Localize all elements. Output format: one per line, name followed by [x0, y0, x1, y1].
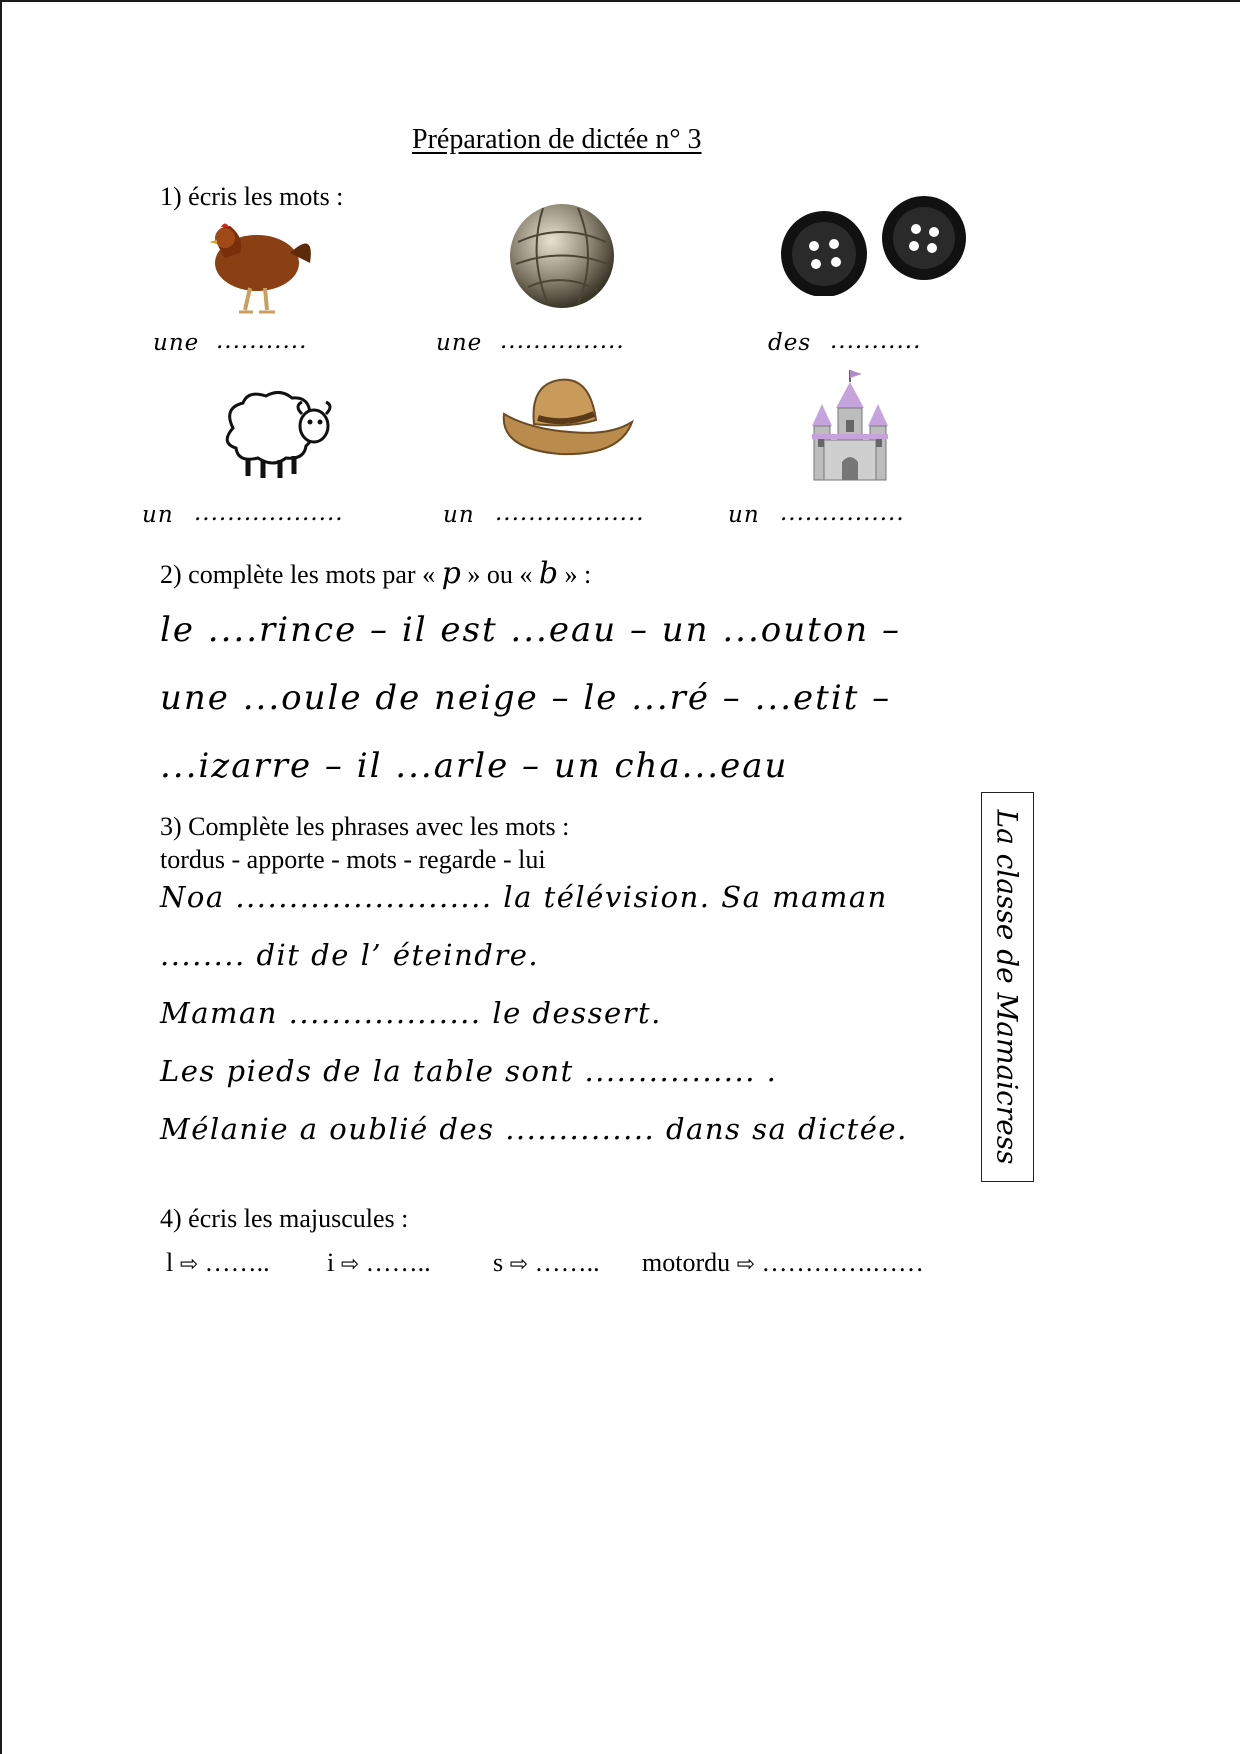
sheep-icon — [218, 388, 336, 480]
exercise-2-prompt — [160, 556, 591, 591]
petanque-ball-icon — [508, 202, 616, 310]
ex4-blank: …….. — [365, 1248, 431, 1277]
ex2-line-2: une ...oule de neige – le ...ré – ...etit – — [160, 678, 892, 718]
arrow-right-icon: ⇨ — [340, 1252, 360, 1277]
cowboy-hat-icon — [500, 374, 634, 462]
ex1-article-sheep: un — [142, 502, 174, 528]
arrow-right-icon: ⇨ — [509, 1252, 529, 1277]
ex2-line-1: le ....rince – il est ...eau – un ...outon – — [160, 610, 901, 650]
page-border-left — [0, 0, 2, 1754]
ex3-sentence-3: Maman .................. le dessert. — [160, 996, 662, 1030]
ex2-letter-b: b — [538, 556, 559, 591]
page-border-top — [0, 0, 1240, 2]
ex4-item-i — [327, 1248, 431, 1278]
ex2-prompt-after: » : — [564, 560, 592, 589]
ex1-article-ball: une — [436, 330, 483, 356]
ex4-item-motordu — [642, 1248, 924, 1278]
ex4-item-s — [493, 1248, 600, 1278]
ex1-blank-hen: ........... — [216, 328, 308, 354]
ex4-blank: …….. — [534, 1248, 600, 1277]
ex1-blank-sheep: .................. — [194, 500, 344, 526]
exercise-3-word-list: tordus - apporte - mots - regarde - lui — [160, 845, 546, 874]
ex3-sentence-1: Noa ........................ la télévision. Sa maman — [160, 880, 888, 914]
ex4-blank: …….. — [204, 1248, 270, 1277]
arrow-right-icon: ⇨ — [179, 1252, 199, 1277]
ex4-letter: i — [327, 1248, 335, 1277]
ex1-blank-castle: ............... — [780, 500, 905, 526]
ex1-blank-hat: .................. — [495, 500, 645, 526]
ex1-article-buttons: des — [768, 330, 812, 356]
ex2-prompt-before: 2) complète les mots par « — [160, 560, 436, 589]
buttons-icon — [778, 196, 970, 296]
ex1-article-hat: un — [443, 502, 475, 528]
exercise-3-prompt: 3) Complète les phrases avec les mots : — [160, 812, 570, 841]
castle-icon — [808, 368, 892, 484]
ex3-sentence-5: Mélanie a oublié des .............. dans sa dictée. — [160, 1112, 908, 1146]
hen-icon — [195, 218, 320, 316]
page-title: Préparation de dictée n° 3 — [412, 124, 702, 155]
ex1-article-hen: une — [153, 330, 200, 356]
ex3-sentence-4: Les pieds de la table sont ................ . — [160, 1054, 778, 1088]
ex2-letter-p: p — [441, 556, 461, 591]
exercise-1-prompt: 1) écris les mots : — [160, 182, 344, 211]
arrow-right-icon: ⇨ — [736, 1252, 756, 1277]
watermark-text: La classe de Mamaicress — [990, 809, 1024, 1165]
ex2-line-3: ...izarre – il ...arle – un cha...eau — [160, 746, 789, 786]
ex4-letter: s — [493, 1248, 504, 1277]
ex4-item-l — [166, 1248, 270, 1278]
ex2-prompt-middle: » ou « — [467, 560, 533, 589]
ex4-blank: ………….…… — [761, 1248, 925, 1277]
ex1-blank-buttons: ........... — [830, 328, 922, 354]
ex4-letter: l — [166, 1248, 174, 1277]
ex3-sentence-2: ........ dit de l’ éteindre. — [160, 938, 540, 972]
exercise-4-prompt: 4) écris les majuscules : — [160, 1204, 409, 1233]
ex1-blank-ball: ............... — [500, 328, 625, 354]
ex1-article-castle: un — [728, 502, 760, 528]
ex4-letter: motordu — [642, 1248, 731, 1277]
